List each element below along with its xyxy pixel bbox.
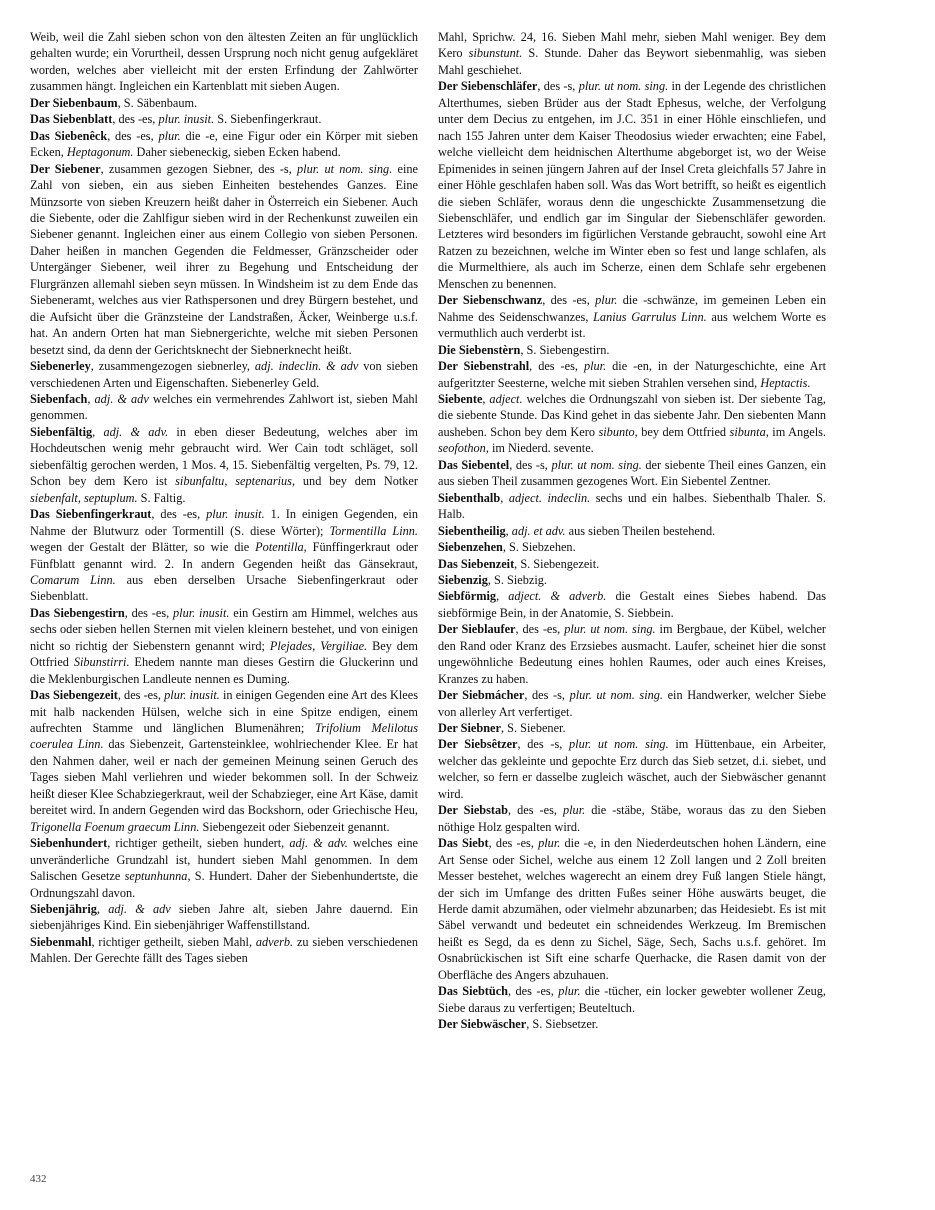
entry-text: , S. Siebsetzer. [526, 1017, 599, 1032]
entry-text: von sieben verschiedenen Arten und Eigenschaften. Siebenerley Geld. [30, 359, 418, 390]
entry-headword: Der Siebstab [438, 803, 509, 818]
entry-text: , des -es, [151, 507, 207, 522]
entry-text: Ehedem nannte man dieses Gestirn die Gluckerinn und die Meklenburgischen Landleute nennen es Duming. [30, 655, 418, 686]
entry-italic: adj. & adv. [289, 836, 348, 851]
entry-italic: plur. ut nom. sing. [297, 161, 393, 176]
entry-text: bey dem Ottfried [637, 424, 730, 439]
entry-text: , S. Siebener. [500, 721, 566, 736]
entry-text: im Angels. [768, 424, 826, 439]
entry-text: und bey dem Notker [295, 474, 418, 489]
entry-italic: Heptactis. [760, 375, 811, 390]
entry-headword: Das Siebengestirn [30, 605, 125, 620]
dictionary-entry [30, 424, 418, 506]
dictionary-entry [438, 687, 826, 720]
dictionary-entry [438, 835, 826, 983]
entry-headword: Siebenfach [30, 391, 88, 406]
entry-text: welches ein vermehrendes Zahlwort ist, sieben Mahl genommen. [30, 391, 418, 423]
entry-text: die -e, eine Figur oder ein Körper mit sieben Ecken, [30, 128, 418, 160]
entry-text: , [505, 523, 512, 538]
entry-text: , [500, 490, 509, 505]
entry-text: S. Faltig. [137, 490, 186, 505]
entry-text: ein Handwerker, welcher Siebe von allerley Art verfertiget. [438, 688, 826, 719]
dictionary-entry [30, 901, 418, 934]
entry-text: in einigen Gegenden eine Art des Klees mit halb nackenden Hülsen, welche sich in eine Spitze endigen, einem aufrechten Stamme und länglichen Blumenähren; [30, 688, 418, 736]
entry-italic: sibunto, [598, 424, 638, 439]
entry-text: die -tücher, ein locker gewebter wollener Zeug, Siebe daraus zu verfertigen; Beuteltuch. [438, 984, 827, 1015]
entry-headword: Siebenzehen [438, 540, 503, 555]
entry-italic: Tormentilla Linn. [329, 523, 418, 538]
entry-text: , des -es, [515, 622, 565, 637]
entry-text: , S. Säbenbaum. [117, 95, 198, 110]
entry-text: , zusammen gezogen Siebner, des -s, [100, 161, 298, 176]
entry-headword: Die Siebenstèrn [438, 342, 521, 357]
entry-text: aus sieben Theilen bestehend. [565, 523, 716, 538]
dictionary-entry [438, 490, 826, 523]
entry-headword: Das Siebenzeit [438, 556, 515, 571]
entry-text: die Gestalt eines Siebes habend. Das siebförmige Bein, in der Anatomie, S. Siebbein. [438, 589, 826, 620]
entry-text: , des -es, [117, 688, 165, 703]
entry-headword: Der Siebenstrahl [438, 359, 530, 374]
entry-headword: Siebenmahl [30, 934, 92, 949]
entry-text: , richtiger getheilt, sieben hundert, [107, 836, 290, 851]
entry-text: , S. Siebengestirn. [520, 342, 610, 357]
dictionary-entry [438, 358, 826, 391]
dictionary-entry [438, 292, 826, 341]
entry-text: , [87, 391, 95, 406]
entry-text: im Bergbaue, der Kübel, welcher den Rand oder Kranz des Erzsiebes ausmacht. Laufer, scheinet hier die sonst ungewöhnliche Bedeutung eines hohlen Raumes, oder auch eines Kreises, Kranzes zu haben. [438, 622, 826, 686]
entry-headword: Der Siebenbaum [30, 95, 118, 110]
entry-italic: plur. inusit. [206, 507, 265, 522]
entry-italic: adject. & adverb. [508, 589, 607, 604]
entry-italic: adj. & adv [108, 902, 171, 917]
entry-italic: seofothon, [438, 441, 489, 456]
entry-text: sechs und ein halbes. Siebenthalb Thaler. S. Halb. [438, 490, 826, 522]
entry-italic: plur. [595, 293, 618, 308]
entry-headword: Siebenfältig [30, 424, 93, 439]
entry-headword: Der Siebwäscher [438, 1017, 527, 1032]
entry-text: S. Hundert. Daher der Siebenhundertste, die Ordnungszahl davon. [30, 869, 418, 900]
entry-text: die -en, in der Naturgeschichte, eine Art aufgeritzter Seesterne, welche mit sieben Strahlen versehen sind, [438, 359, 826, 390]
entry-text: , [496, 589, 509, 604]
dictionary-entry [30, 111, 418, 127]
entry-headword: Siebentheilig [438, 523, 506, 538]
entry-text: , des -es, [124, 605, 174, 620]
dictionary-entry [438, 556, 826, 572]
entry-headword: Das Siebenêck [30, 128, 108, 143]
dictionary-entry [438, 983, 826, 1016]
entry-italic: Trigonella Foenum graecum Linn. [30, 819, 200, 834]
entry-text: der siebente Theil eines Ganzen, ein aus sieben Theil zusammen gezogenes Wort. Ein Siebentel Zentner. [438, 457, 826, 489]
entry-italic: plur. inusit. [158, 112, 215, 127]
dictionary-entry [438, 523, 826, 539]
dictionary-entry [30, 128, 418, 161]
entry-text: 1. In einigen Gegenden, ein Nahme der Blutwurz oder Tormentill (S. diese Wörter); [30, 507, 418, 538]
entry-text: , S. Siebzig. [487, 572, 547, 587]
dictionary-entry [30, 934, 418, 967]
entry-text: , des -es, [107, 128, 159, 143]
entry-text: das Siebenzeit, Gartensteinklee, wohlriechender Klee. Er hat den Nahmen daher, weil er nach der gemeinen Meinung seinen Geruch des Tages sieben Mahl verliehren und wieder bekommen soll. In der Schweiz heißt dieser Klee Schabziegerkraut, weil der Schabzieger, eine Art Käse, damit bereitet wird. In andern Gegenden wird das Bockshorn, oder Griechische Heu, [30, 737, 418, 818]
entry-italic: adj. indeclin. & adv [254, 359, 359, 374]
dictionary-entry [30, 605, 418, 687]
dictionary-entry [438, 588, 826, 621]
entry-text: die -schwänze, im gemeinen Leben ein Nahme des Seidenschwanzes, [438, 293, 826, 324]
entry-italic: plur. [583, 359, 607, 374]
entry-text: , S. Siebengezeit. [514, 556, 600, 571]
entry-text: Fünffingerkraut oder Fünfblatt genannt wird. 2. In andern Gegenden heißt das Gänsekraut, [30, 540, 418, 571]
dictionary-entry [438, 391, 826, 457]
entry-text: , des -es, [529, 359, 584, 374]
entry-headword: Siebenhundert [30, 836, 108, 851]
entry-headword: Das Siebenfingerkraut [30, 507, 152, 522]
dictionary-entry [438, 539, 826, 555]
entry-text: Bey dem Ottfried [30, 638, 418, 670]
entry-italic: adverb. [255, 934, 294, 949]
entry-headword: Siebförmig [438, 589, 497, 604]
entry-text: im Niederd. sevente. [488, 441, 594, 456]
entry-text: , des -es, [112, 112, 159, 127]
entry-italic: septunhunna, [124, 869, 191, 884]
entry-text: , des -es, [488, 836, 539, 851]
entry-italic: adj. & adv [94, 391, 149, 406]
entry-headword: Siebenjährig [30, 902, 97, 917]
entry-text: Siebengezeit oder Siebenzeit genannt. [199, 819, 390, 834]
page-number: 432 [30, 1173, 47, 1185]
entry-italic: Sibunstirri. [73, 655, 130, 670]
entry-headword: Der Siebenschläfer [438, 79, 538, 94]
entry-italic: Plejades, Vergiliae. [269, 638, 368, 653]
entry-text: , zusammengezogen siebnerley, [90, 359, 255, 374]
entry-text: wegen der Gestalt der Blätter, so wie die [30, 540, 256, 555]
entry-text: Mahl, Sprichw. 24, 16. Sieben Mahl mehr, sieben Mahl weniger. Bey dem Kero [438, 30, 826, 61]
entry-headword: Siebenzig [438, 572, 488, 587]
entry-italic: adj. & adv. [103, 424, 169, 439]
entry-text: , des -s, [509, 457, 552, 472]
dictionary-entry [438, 342, 826, 358]
entry-text: sieben Jahre alt, sieben Jahre dauernd. Ein siebenjähriges Kind. Ein siebenjähriger Waffenstillstand. [30, 902, 418, 933]
entry-text: ein Gestirn am Himmel, welches aus sechs oder sieben hellen Sternen mit vielen kleinern bestehet, und von einigen nicht so richtig der Siebenstern genannt wird; [30, 605, 418, 653]
dictionary-entry [30, 161, 418, 358]
entry-text: in eben dieser Bedeutung, welches aber im Hochdeutschen wenig mehr gebraucht wird. Wer Cain todt schläget, soll siebenfältig gerochen werden, 1 Mos. 4, 15. Siebenfältig vergelten, Ps. 79, 12. Schon bey dem Kero ist [30, 424, 418, 489]
entry-headword: Das Siebenblatt [30, 112, 113, 127]
entry-italic: plur. inusit. [164, 688, 220, 703]
entry-italic: Comarum Linn. [30, 572, 116, 587]
entry-headword: Siebente [438, 391, 483, 406]
entry-headword: Der Siebener [30, 161, 101, 176]
entry-italic: Heptagonum. [66, 145, 134, 160]
entry-italic: sibunstunt. [468, 46, 523, 61]
entry-italic: plur. [538, 836, 561, 851]
entry-text: , des -es, [542, 293, 596, 308]
dictionary-entry [438, 78, 826, 292]
entry-italic: plur. ut nom. sing. [569, 688, 663, 703]
dictionary-entry [30, 358, 418, 391]
entry-text: Daher siebeneckig, sieben Ecken habend. [133, 145, 341, 160]
entry-text: im Hüttenbaue, ein Arbeiter, welcher das gekleinte und gepochte Erz durch das Sieb setzet, d.i. siebet, und welcher, so fern er dasselbe zugleich wäschet, auch der Siebwäscher genannt wird. [438, 737, 826, 801]
entry-italic: Trifolium Melilotus coerulea Linn. [30, 721, 418, 752]
entry-text: S. Siebenfingerkraut. [214, 112, 322, 127]
entry-italic: adj. et adv. [511, 523, 566, 538]
entry-italic: siebenfalt, septuplum. [30, 490, 138, 505]
entry-italic: adject. indeclin. [508, 490, 591, 505]
entry-headword: Der Siebsêtzer [438, 737, 518, 752]
entry-italic: plur. ut nom. sing. [564, 622, 656, 637]
entry-italic: plur. inusit. [173, 605, 230, 620]
entry-headword: Das Siebtüch [438, 984, 509, 999]
dictionary-entry [30, 687, 418, 835]
entry-text: , des -es, [508, 803, 563, 818]
entry-text: zu sieben verschiedenen Mahlen. Der Gerechte fällt des Tages sieben [30, 934, 419, 966]
entry-headword: Siebenerley [30, 359, 91, 374]
dictionary-entry [30, 391, 418, 424]
left-column [30, 29, 418, 967]
dictionary-entry [30, 29, 418, 95]
entry-italic: plur. [558, 984, 581, 999]
entry-italic: sibunta, [729, 424, 769, 439]
entry-italic: sibunfaltu, septenarius, [175, 474, 296, 489]
dictionary-entry [438, 457, 826, 490]
dictionary-entry [438, 802, 826, 835]
dictionary-entry [438, 720, 826, 736]
entry-text: welches die Ordnungszahl von sieben ist. Der siebente Tag, die siebente Stunde. Das Kind gehet in das siebente Jahr. Den siebenten Mann ausheben. Schon bey dem Kero [438, 391, 826, 439]
entry-text: , [482, 391, 490, 406]
dictionary-entry [30, 506, 418, 605]
entry-text: die -e, in den Niederdeutschen hohen Ländern, eine Art Sense oder Sichel, welche aus einem 12 Zoll langen und 2 Zoll breiten Messer bestehet, welches wagerecht an einem drey Fuß langen Stiele hängt, der sich im Umfange des dritten Fußes seiner Höhe auswärts beuget, die Herde damit abzumähen, oder vielmehr abzunarben; das Heidesiebt. Es ist mit Säbel verwandt und bedeutet ein schneidendes Werkzeug. Im Bremischen heißt es Segd, da es denn zu Sichel, Säge, Sech, Sachs u.s.f. gehöret. Im Osnabrückischen ist Sift eine scharfe Querhacke, die Rasen damit von der Oberfläche des Angers abzuhauen. [438, 836, 826, 982]
entry-headword: Das Siebengezeit [30, 688, 118, 703]
entry-text: aus welchem Worte es vermuthlich auch verderbt ist. [438, 309, 826, 341]
entry-text: in der Legende des christlichen Alterthumes, sieben Brüder aus der Stadt Ephesus, welche, der Verfolgung unter dem Decius zu entgehen, im J.C. 351 in einer Höhle einschliefen, und nach 155 Jahren unter dem Kaiser Theodosius wieder erwachten; eine Fabel, welche vielleicht dem heidnischen Alterthume abgeborget ist, wo der Weise Epimenides in seinen jüngern Jahren auf der Insel Creta gleichfalls 57 Jahre in einer Höhle geschlafen haben soll. Was das Wort betrifft, so heißt es eigentlich die sieben Schläfer, woraus denn die ungeschickte Zusammensetzung die Siebenschläfer, und endlich gar im Singular der Siebenschläfer geworden. Letzteres wird besonders im figürlichen Verstande gebraucht, sowohl eine Art Ratzen zu bezeichnen, welche im Winter eben so fest und lange schlafen, als die Murmelthiere, als auch im Scherze, einen dem Schlafe sehr ergebenen Menschen zu benennen. [438, 79, 826, 291]
right-column [438, 29, 826, 1033]
entry-text: aus eben derselben Ursache Siebenfingerkraut oder Siebenblatt. [30, 572, 418, 604]
entry-headword: Der Sieblaufer [438, 622, 516, 637]
entry-text: , des -s, [517, 737, 569, 752]
entry-italic: adject. [489, 391, 523, 406]
entry-headword: Das Siebt [438, 836, 489, 851]
entry-text: welches eine unveränderliche Grundzahl ist, hundert sieben Mahl genommen. In dem Salischen Gesetze [30, 836, 419, 884]
dictionary-entry [438, 29, 826, 78]
entry-italic: plur. ut nom. sing. [569, 737, 669, 752]
entry-text: , des -es, [508, 984, 559, 999]
dictionary-entry [438, 572, 826, 588]
entry-text: S. Stunde. Daher das Beywort siebenmahlig, was sieben Mahl geschiehet. [438, 46, 826, 77]
entry-italic: plur. ut nom. sing. [578, 79, 669, 94]
entry-headword: Der Siebenschwanz [438, 293, 543, 308]
entry-headword: Der Siebmácher [438, 688, 525, 703]
dictionary-entry [30, 835, 418, 901]
entry-text: , des -s, [524, 688, 570, 703]
entry-text: , [92, 424, 104, 439]
entry-italic: Lanius Garrulus Linn. [593, 309, 707, 324]
entry-text: , richtiger getheilt, sieben Mahl, [91, 934, 256, 949]
dictionary-entry [30, 95, 418, 111]
entry-italic: plur. ut nom. sing. [551, 457, 642, 472]
entry-text: , des -s, [537, 79, 579, 94]
dictionary-entry [438, 1016, 826, 1032]
dictionary-entry [438, 621, 826, 687]
entry-headword: Der Siebner [438, 721, 501, 736]
entry-text: , [96, 902, 109, 917]
entry-text: Weib, weil die Zahl sieben schon von den ältesten Zeiten an für unglücklich gehalten wurde; ein Vorurtheil, dessen Ursprung noch nicht genug aufgekläret worden, welches aber vielleicht mit der ersten Erfindung der Zahlwörter zusammen hängt. Ingleichen ein Kartenblatt mit sieben Augen. [30, 30, 418, 94]
entry-headword: Siebenthalb [438, 490, 501, 505]
entry-italic: plur. [562, 803, 586, 818]
entry-italic: plur. [158, 128, 181, 143]
entry-text: die -stäbe, Stäbe, woraus das zu den Sieben nöthige Holz gespalten wird. [438, 803, 826, 834]
entry-headword: Das Siebentel [438, 457, 510, 472]
entry-text: , S. Siebzehen. [502, 540, 576, 555]
dictionary-entry [438, 736, 826, 802]
entry-italic: Potentilla, [255, 540, 307, 555]
entry-text: eine Zahl von sieben, ein aus sieben Einheiten bestehendes Ganzes. Eine Münzsorte von sieben Kreuzern heißt daher in Österreich ein Siebener. Auch die Siebente, oder die Zahlfigur sieben wird in der Rechenkunst zuweilen ein Siebener genannt. Ingleichen einer aus einem Collegio von sieben Personen. Daher heißen in manchen Gegenden die Feldmesser, Gränzscheider oder Untergänger Siebener, weil ihrer zu Begehung und Entscheidung der Flurgränzen allemahl sieben seyn müssen. In Windsheim ist zu dem Ende das Siebeneramt, welches aus vier Rathspersonen und drey Bürgern bestehet, und die Aufsicht über die Gränzsteine der Landstraßen, Äcker, Weinberge u.s.f. hat. An andern Orten hat man Siebnergerichte, welche mit sieben Personen besetzt sind, da denn der Gerichtsknecht der Siebnerknecht heißt. [30, 161, 418, 357]
